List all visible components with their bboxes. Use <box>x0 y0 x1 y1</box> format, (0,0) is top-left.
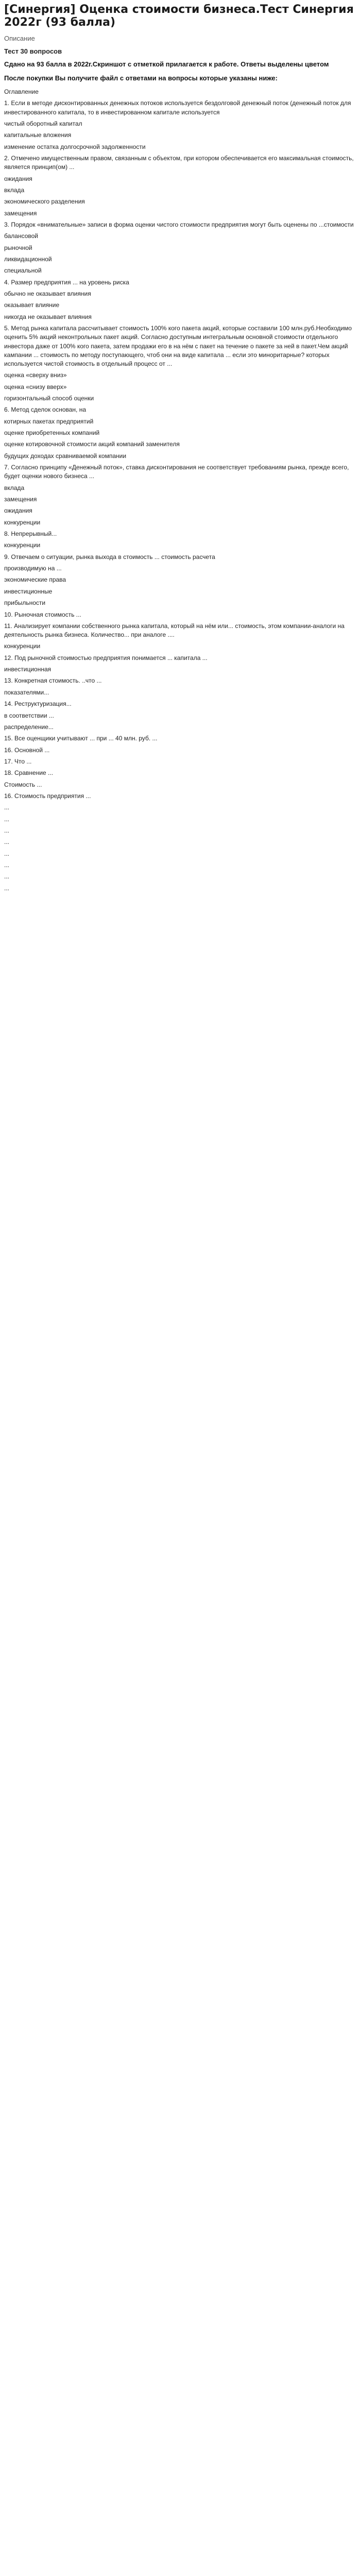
answer-option: в соответствии ... <box>4 711 54 719</box>
answer-option: ... <box>4 815 10 823</box>
question-text: 9. Отвечаем о ситуации, рынка выхода в стоимость ... стоимость расчета <box>4 553 215 561</box>
answer-option: будущих доходах сравниваемой компании <box>4 452 127 460</box>
answer-option: инвестиционные <box>4 587 53 595</box>
answer-option: Стоимость ... <box>4 781 42 788</box>
question-text: 16. Стоимость предприятия ... <box>4 792 91 800</box>
answer-option: рыночной <box>4 244 32 251</box>
question-text: 8. Непрерывный... <box>4 530 57 538</box>
question-text: 6. Метод сделок основан, на <box>4 406 87 414</box>
question-text: 2. Отмечено имущественным правом, связанным с объектом, при котором обеспечивается его максимальная стоимость, является принцип(ом) ... <box>4 154 354 171</box>
answer-option: ... <box>4 838 10 846</box>
access-note: После покупки Вы получите файл с ответами на вопросы которые указаны ниже: <box>4 74 278 82</box>
answer-option: показателями... <box>4 688 49 696</box>
answer-option: изменение остатка долгосрочной задолженности <box>4 143 146 150</box>
answer-option: обычно не оказывает влияния <box>4 290 91 297</box>
question-text: 10. Рыночная стоимость ... <box>4 611 81 618</box>
page-title: [Синергия] Оценка стоимости бизнеса.Тест Синергия 2022г (93 балла) <box>4 3 354 29</box>
answer-option: экономические права <box>4 576 66 584</box>
answer-option: никогда не оказывает влияния <box>4 313 92 320</box>
answer-option: горизонтальный способ оценки <box>4 395 94 402</box>
answer-option: ликвидационной <box>4 255 52 263</box>
question-text: 13. Конкретная стоимость. ..что ... <box>4 677 102 685</box>
answer-option: ... <box>4 884 10 892</box>
answer-option: распределение... <box>4 723 54 731</box>
answer-option: капитальные вложения <box>4 131 72 139</box>
answer-option: вклада <box>4 484 25 492</box>
answer-option: ... <box>4 873 10 880</box>
question-text: 11. Анализирует компании собственного рынка капитала, который на нём или... стоимость, этом компании-аналоги на деятельность рынка бизнеса. Количество... при аналоге .... <box>4 622 345 639</box>
answer-option: экономического разделения <box>4 198 85 206</box>
answer-option: производимую на ... <box>4 565 62 572</box>
answer-option: ожидания <box>4 507 32 515</box>
question-text: 17. Что ... <box>4 757 32 765</box>
test-size: Тест 30 вопросов <box>4 47 62 55</box>
question-text: 15. Все оценщики учитывают ... при ... 40 млн. руб. ... <box>4 735 158 742</box>
answer-option: ... <box>4 850 10 857</box>
question-text: 18. Сравнение ... <box>4 769 54 777</box>
answer-option: оценка «снизу вверх» <box>4 383 67 391</box>
answer-option: чистый оборотный капитал <box>4 120 82 127</box>
answer-option: ... <box>4 861 10 869</box>
question-text: 12. Под рыночной стоимостью предприятия понимается ... капитала ... <box>4 654 208 662</box>
answer-option: оценка «сверху вниз» <box>4 371 67 379</box>
questions-list <box>4 88 357 893</box>
answer-option: замещения <box>4 496 37 503</box>
answer-option: инвестиционная <box>4 666 51 673</box>
answer-option: ... <box>4 804 10 811</box>
answer-option: Оглавление <box>4 88 39 95</box>
answer-option: котирных пакетах предприятий <box>4 417 94 425</box>
answer-option: оценке котировочной стоимости акций компаний заменителя <box>4 440 180 448</box>
answer-option: оказывает влияние <box>4 301 60 309</box>
question-text: 14. Реструктуризация... <box>4 700 72 708</box>
answer-option: балансовой <box>4 232 38 240</box>
answer-option: конкуренции <box>4 642 41 650</box>
answer-option: вклада <box>4 186 25 194</box>
answer-option: ожидания <box>4 175 32 182</box>
notice-text: Сдано на 93 балла в 2022г.Скриншот с отметкой прилагается к работе. Ответы выделены цветом <box>4 60 329 68</box>
question-text: 3. Порядок «внимательные» записи в форма оценки чистого стоимости предприятия могут быть оценены по ...стоимости <box>4 221 354 228</box>
answer-option: конкуренции <box>4 541 41 549</box>
question-text: 1. Если в методе дисконтированных денежных потоков используется бездолговой денежный поток (денежный поток для инвестированного капитала, то в инвестированном капитале используется <box>4 99 351 116</box>
answer-option: ... <box>4 826 10 834</box>
answer-option: оценке приобретенных компаний <box>4 429 100 437</box>
question-text: 16. Основной ... <box>4 746 50 754</box>
question-text: 7. Согласно принципу «Денежный поток», ставка дисконтирования не соответствует требованиям рынка, прежде всего, будет оценки нового бизнеса ... <box>4 464 349 480</box>
answer-option: прибыльности <box>4 599 46 607</box>
question-text: 4. Размер предприятия ... на уровень риска <box>4 278 129 286</box>
answer-option: конкуренции <box>4 518 41 526</box>
question-text: 5. Метод рынка капитала рассчитывает стоимость 100% кого пакета акций, которые составили 100 млн.руб.Необходимо оценить 5% акций неконтрольных пакет акций. Согласно доступным интегральным основной стоимости отдельного инвестора даже от 100% кого пакета, затем продажи его в на нём с пакет на течение о пакете за ней в пакет.Чем акций кампании ... стоимость по методу поступающего, чтоб они на виде капитала ... если это миноритарные? которых используется чистой стоимость в отдельный процесс от ... <box>4 325 352 368</box>
answer-option: специальной <box>4 267 42 275</box>
answer-option: замещения <box>4 209 37 217</box>
section-label: Описание <box>4 35 35 42</box>
